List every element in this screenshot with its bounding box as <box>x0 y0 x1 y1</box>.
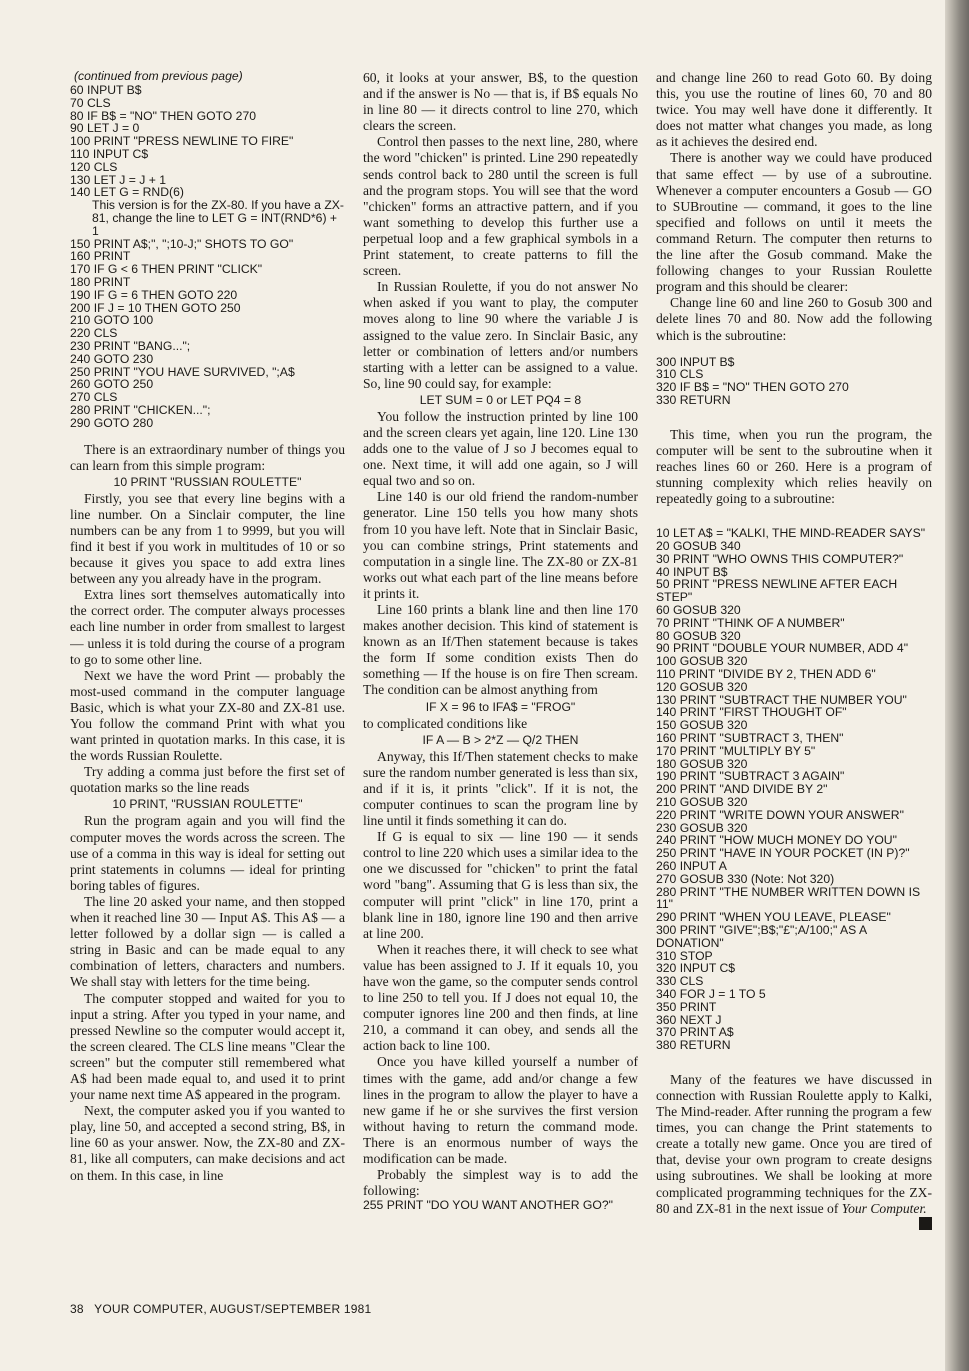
code-example: 10 PRINT, "RUSSIAN ROULETTE" <box>112 797 303 812</box>
code-line: 230 PRINT "BANG..."; <box>70 338 191 353</box>
code-line: 240 GOTO 230 <box>70 351 154 366</box>
zx81-note: This version is for the ZX-80. If you have a ZX-81, change the line to LET G = INT(RND*6) + 1 <box>92 198 344 238</box>
code-line: 10 LET A$ = "KALKI, THE MIND-READER SAYS" <box>656 526 926 541</box>
code-line: 290 GOTO 280 <box>70 415 154 430</box>
spacer <box>656 407 932 427</box>
subroutine-code-listing <box>656 356 932 407</box>
code-line: 370 PRINT A$ <box>656 1025 734 1040</box>
magazine-title: Your Computer. <box>841 1200 927 1216</box>
code-line: 230 GOSUB 320 <box>656 820 748 835</box>
code-line: 130 PRINT "SUBTRACT THE NUMBER YOU" <box>656 692 907 707</box>
spacer <box>656 1052 932 1072</box>
roulette-code-part-2 <box>70 238 345 430</box>
paragraph: The computer stopped and waited for you to input a string. After you typed in your name, and pressed Newline so the computer would accept it, the screen cleared. The CLS line means "Clear the screen" but the computer still remembered what A$ had been made equal to, and used it to print your name next time A$ appeared in the program. <box>70 990 345 1103</box>
code-line: 270 GOSUB 330 (Note: Not 320) <box>656 871 835 886</box>
code-line: 300 PRINT "GIVE";B$;"£";A/100;" AS A DONATION" <box>656 922 867 950</box>
code-line: 340 FOR J = 1 TO 5 <box>656 986 766 1001</box>
code-line: 280 PRINT "CHICKEN..."; <box>70 402 211 417</box>
code-line: 220 PRINT "WRITE DOWN YOUR ANSWER" <box>656 807 904 822</box>
code-line: 190 IF G = 6 THEN GOTO 220 <box>70 287 238 302</box>
paragraph: Extra lines sort themselves automatically into the correct order. The computer always processes each line number in order from smallest to largest — unless it is told during the course of a program to go to some other line. <box>70 587 345 667</box>
code-line: 160 PRINT <box>70 249 131 264</box>
code-example: 10 PRINT "RUSSIAN ROULETTE" <box>113 474 302 489</box>
code-line: 240 PRINT "HOW MUCH MONEY DO YOU" <box>656 833 897 848</box>
code-line: 255 PRINT "DO YOU WANT ANOTHER GO?" <box>363 1198 613 1213</box>
code-line: 100 GOSUB 320 <box>656 654 748 669</box>
code-line: 70 PRINT "THINK OF A NUMBER" <box>656 615 845 630</box>
code-line: 190 PRINT "SUBTRACT 3 AGAIN" <box>656 769 845 784</box>
code-line: 300 INPUT B$ <box>656 354 735 369</box>
code-line: 180 PRINT <box>70 274 131 289</box>
paragraph: There is another way we could have produced that same effect — by use of a subroutine. Whenever a computer encounters a Gosub — GO to SUBroutine — command, it goes to the line specified and follows on until it meets the command Return. The computer then returns to the line after the Gosub command. Make the following changes to your Russian Roulette program and this should be clearer: <box>656 150 932 295</box>
roulette-code-part-1 <box>70 84 345 199</box>
code-line: 50 PRINT "PRESS NEWLINE AFTER EACH STEP" <box>656 577 898 605</box>
paragraph: Change line 60 and line 260 to Gosub 300 and delete lines 70 and 80. Now add the following which is the subroutine: <box>656 295 932 343</box>
paragraph: There is an extraordinary number of things you can learn from this simple program: <box>70 441 345 473</box>
paragraph: If G is equal to six — line 190 — it sends control to line 220 which uses a similar idea to the one we discussed for "chicken" to print the fatal word "bang". Assuming that G is less than six, the computer will print "click" in line 170, print a blank line in 180, ignore line 190 and then arrive at line 200. <box>363 829 638 941</box>
paragraph: Next we have the word Print — probably the most-used command in the computer language Basic, which is what your ZX-80 and ZX-81 use. You follow the command Print with what you want printed in quotation marks. In this case, it is the words Russian Roulette. <box>70 667 345 764</box>
code-line: 310 STOP <box>656 948 713 963</box>
column-1 <box>70 70 345 1282</box>
code-line: 310 CLS <box>656 367 704 382</box>
code-line: 200 PRINT "AND DIVIDE BY 2" <box>656 782 828 797</box>
paragraph: Once you have killed yourself a number of times with the game, add and/or change a few lines in the program to allow the player to have a new game if he or she survives the first version without having to return the command mode. There is an enormous number of ways the modification can be made. <box>363 1054 638 1166</box>
paragraph: Next, the computer asked you if you wanted to play, line 50, and accepted a second string, B$, in line 60 as your answer. Now, the ZX-80 and ZX-81, like all computers, can make decisions and act on them. In this case, in line <box>70 1103 345 1183</box>
code-line: 220 CLS <box>70 326 118 341</box>
code-line: 170 IF G < 6 THEN PRINT "CLICK" <box>70 262 263 277</box>
code-line: 280 PRINT "THE NUMBER WRITTEN DOWN IS 11" <box>656 884 921 912</box>
code-line: 290 PRINT "WHEN YOU LEAVE, PLEASE" <box>656 910 891 925</box>
code-line: 360 NEXT J <box>656 1012 722 1027</box>
paragraph: When it reaches there, it will check to see what value has been assigned to J. If it equals 10, you have won the game, so the computer sends control to line 250 to tell you. If J does not equal 10, the computer ignores line 200 and then finds, at line 210, a command it can obey, and sends all the action back to line 100. <box>363 941 638 1054</box>
paragraph: You follow the instruction printed by line 100 and the screen clears yet again, line 120. Line 130 adds one to the value of J so J becomes equal to one. Next time, it will add one again, so J will equal two and so on. <box>363 408 638 489</box>
paragraph: Line 160 prints a blank line and then line 170 makes another decision. This kind of statement is known as an If/Then statement because is takes the form If some condition exists Then do something — If the house is on fire Then scream. The condition can be almost anything from <box>363 602 638 698</box>
paragraph: The line 20 asked your name, and then stopped when it reached line 30 — Input A$. This A$ — a letter followed by a dollar sign — is called a string in Basic and can be made equal to any combination of letters, characters and numbers. We shall stay with letters for the time being. <box>70 893 345 990</box>
paragraph: Probably the simplest way is to add the following: <box>363 1167 638 1199</box>
code-line: 270 CLS <box>70 390 118 405</box>
page-footer: 38 YOUR COMPUTER, AUGUST/SEPTEMBER 1981 <box>70 1302 372 1316</box>
code-line: 130 LET J = J + 1 <box>70 172 166 187</box>
spacer <box>656 344 932 356</box>
code-line: 380 RETURN <box>656 1038 731 1053</box>
code-line: 120 CLS <box>70 159 118 174</box>
column-2 <box>363 70 638 1282</box>
continued-note: (continued from previous page) <box>74 70 243 83</box>
code-line: 260 GOTO 250 <box>70 377 154 392</box>
paragraph: and change line 260 to read Goto 60. By doing this, you use the routine of lines 60, 70 and 80 twice. You may well have done it differently. It does not matter what changes you made, as long as it achieves the desired end. <box>656 70 932 150</box>
code-line: 200 IF J = 10 THEN GOTO 250 <box>70 300 241 315</box>
code-line: 320 INPUT C$ <box>656 961 736 976</box>
code-line: 210 GOTO 100 <box>70 313 154 328</box>
code-line: 80 IF B$ = "NO" THEN GOTO 270 <box>70 108 257 123</box>
code-line: 160 PRINT "SUBTRACT 3, THEN" <box>656 731 844 745</box>
code-line: 250 PRINT "HAVE IN YOUR POCKET (IN P)?" <box>656 846 910 861</box>
paragraph: Control then passes to the next line, 280, where the word "chicken" is printed. Line 290 repeatedly sends control back to 280 until the screen is full and the program stops. You will see that the word "chicken" forms an attractive pattern, and if you want something to develop this further use a perpetual loop and a few graphical symbols in a Print statement, to create patterns to fill the screen. <box>363 134 638 279</box>
code-line: 150 GOSUB 320 <box>656 718 748 733</box>
code-line: 90 LET J = 0 <box>70 121 140 136</box>
paragraph: 60, it looks at your answer, B$, to the question and if the answer is No — that is, if B$ equals No in line 80 — it directs control to line 270, which clears the screen. <box>363 70 638 134</box>
paragraph-text: Many of the features we have discussed in connection with Russian Roulette apply to Kalki, The Mind-reader. After running the program a few times, you can change the Print statements to create a totally new game. Once you are tired of that, devise your own program to create designs using subroutines. We shall be looking at more complicated programming techniques for the ZX-80 and ZX-81 in the next issue of <box>656 1071 932 1216</box>
column-3 <box>656 70 932 1282</box>
code-line: 110 PRINT "DIVIDE BY 2, THEN ADD 6" <box>656 667 876 682</box>
paragraph: Firstly, you see that every line begins with a line number. On a Sinclair computer, the line numbers can be any from 1 to 9999, but you will find it best if you work in multitudes of 10 or so because it gives you space to add extra lines between any you already have in the program. <box>70 490 345 587</box>
paragraph: This time, when you run the program, the computer will be sent to the subroutine when it reaches lines 60 or 260. Here is a program of stunning complexity which relies heavily on repeatedly going to a subroutine: <box>656 426 932 507</box>
page-edge-shadow <box>945 0 969 1371</box>
code-example: IF X = 96 to IFA$ = "FROG" <box>425 699 576 714</box>
roulette-code-listing <box>70 84 345 430</box>
code-line: 20 GOSUB 340 <box>656 539 741 554</box>
code-example: LET SUM = 0 or LET PQ4 = 8 <box>419 392 582 407</box>
kalki-code-listing <box>656 527 932 1052</box>
end-mark-icon <box>919 1217 932 1230</box>
code-line: 110 INPUT C$ <box>70 146 149 161</box>
code-line: 30 PRINT "WHO OWNS THIS COMPUTER?" <box>656 551 904 566</box>
code-line: 330 RETURN <box>656 392 731 407</box>
paragraph: Run the program again and you will find the computer moves the words across the screen. The use of a comma in this way is ideal for setting out print statements in columns — ideal for printing boring tables of figures. <box>70 813 345 893</box>
code-line: 320 IF B$ = "NO" THEN GOTO 270 <box>656 380 849 395</box>
code-line: 140 LET G = RND(6) <box>70 185 184 200</box>
code-line: 70 CLS <box>70 95 111 110</box>
code-line: 80 GOSUB 320 <box>656 628 741 643</box>
paragraph: Anyway, this If/Then statement checks to make sure the random number generated is less than six, and if it is, it prints "click". If it is not, the computer continues to scan the program line by line until it finds something it can do. <box>363 748 638 829</box>
code-line: 140 PRINT "FIRST THOUGHT OF" <box>656 705 847 720</box>
code-line: 60 GOSUB 320 <box>656 603 741 618</box>
paragraph: In Russian Roulette, if you do not answer No when asked if you want to play, the computer moves along to line 90 where the variable J is assigned to the value zero. In Sinclair Basic, any letter or combination of letters and/or numbers starting with a letter can be assigned to a value. So, line 90 could say, for example: <box>363 279 638 391</box>
paragraph <box>656 1072 932 1217</box>
code-line: 260 INPUT A <box>656 858 727 873</box>
paragraph: to complicated conditions like <box>363 715 528 731</box>
paragraph: Try adding a comma just before the first set of quotation marks so the line reads <box>70 764 345 796</box>
code-line: 40 INPUT B$ <box>656 564 728 579</box>
spacer <box>656 507 932 527</box>
code-line: 250 PRINT "YOU HAVE SURVIVED, ";A$ <box>70 364 295 379</box>
code-line: 100 PRINT "PRESS NEWLINE TO FIRE" <box>70 134 294 149</box>
code-line: 170 PRINT "MULTIPLY BY 5" <box>656 743 816 758</box>
code-line: 120 GOSUB 320 <box>656 679 748 694</box>
code-line: 330 CLS <box>656 974 704 989</box>
code-line: 150 PRINT A$;", ";10-J;" SHOTS TO GO" <box>70 236 294 251</box>
code-line: 210 GOSUB 320 <box>656 794 748 809</box>
code-example: IF A — B > 2*Z — Q/2 THEN <box>422 732 579 747</box>
code-line: 350 PRINT <box>656 999 717 1014</box>
code-line: 60 INPUT B$ <box>70 83 142 97</box>
paragraph: Line 140 is our old friend the random-number generator. Line 150 tells you how many shots from 10 you have left. Note that in Sinclair Basic, you can combine strings, Print statements and computation in a single line. The ZX-80 or ZX-81 works out what each part of the line means before it prints it. <box>363 489 638 601</box>
code-line: 90 PRINT "DOUBLE YOUR NUMBER, ADD 4" <box>656 641 909 656</box>
spacer <box>70 430 345 442</box>
code-line: 180 GOSUB 320 <box>656 756 748 771</box>
